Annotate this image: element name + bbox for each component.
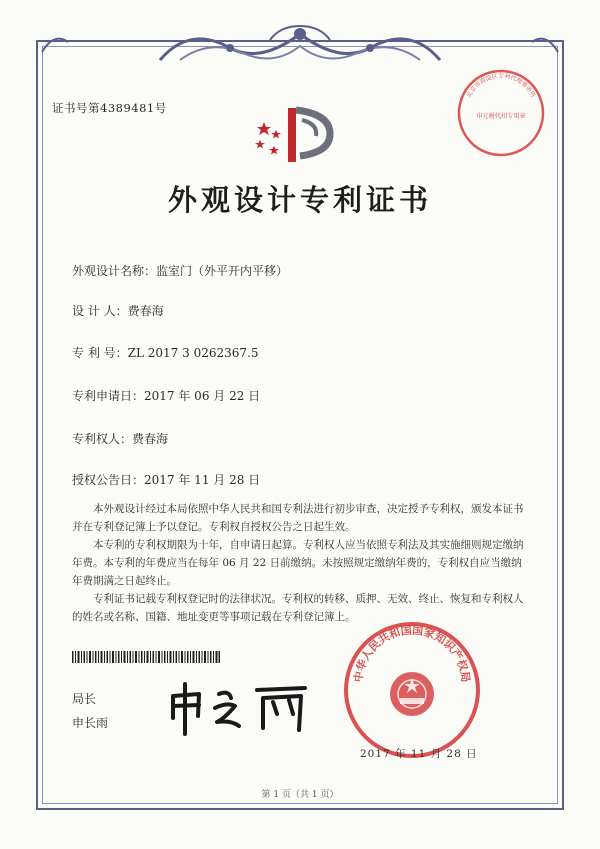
grant-date-label: 授权公告日： bbox=[72, 473, 145, 487]
certificate-number bbox=[52, 100, 167, 116]
sipo-official-seal-icon bbox=[342, 620, 482, 760]
design-name-value: 监室门（外平开内平移） bbox=[156, 264, 289, 278]
small-seal-ring-text: 北京市海淀区专利代理事务所 bbox=[465, 72, 537, 99]
barcode-icon bbox=[72, 651, 220, 663]
designer-value: 费春海 bbox=[127, 304, 164, 318]
designer-row bbox=[72, 302, 164, 319]
top-ornament-icon bbox=[150, 20, 450, 70]
director-name: 申长雨 bbox=[72, 716, 109, 730]
svg-text:北京市海淀区专利代理事务所 bbox=[465, 72, 538, 99]
grant-date-row bbox=[72, 471, 260, 488]
patent-number-value: ZL 2017 3 0262367.5 bbox=[127, 346, 259, 360]
design-name-row bbox=[72, 262, 288, 279]
filing-date-value: 2017 年 06 月 22 日 bbox=[144, 389, 261, 403]
right-corner-ornament-icon bbox=[530, 30, 560, 54]
designer-label: 设 计 人： bbox=[72, 304, 128, 318]
patent-number-label: 专 利 号： bbox=[72, 346, 128, 360]
main-seal-text: 中华人民共和国国家知识产权局 bbox=[351, 623, 473, 684]
patent-number-row bbox=[72, 344, 258, 361]
small-seal-center-text: 申元税代扣专用章 bbox=[476, 113, 526, 120]
certificate-number-value: 4389481 bbox=[100, 101, 155, 115]
certificate-number-suffix: 号 bbox=[154, 101, 167, 115]
certificate-number-label: 证书号第 bbox=[52, 101, 100, 115]
grant-date-value: 2017 年 11 月 28 日 bbox=[144, 473, 261, 487]
page-number: 第 1 页（共 1 页） bbox=[261, 790, 339, 800]
certificate-title: 外观设计专利证书 bbox=[167, 183, 432, 217]
director-title: 局长 bbox=[72, 692, 97, 706]
body-paragraph-1: 本外观设计经过本局依照中华人民共和国专利法进行初步审查，决定授予专利权，颁发本证书并在专利登记簿上予以登记。专利权自授权公告之日起生效。 bbox=[72, 503, 524, 533]
seal-date: 2017 年 11 月 28 日 bbox=[360, 748, 478, 760]
patentee-value: 费春海 bbox=[132, 432, 169, 446]
agency-seal-icon bbox=[456, 68, 546, 158]
certificate-body bbox=[72, 500, 530, 626]
body-paragraph-3: 专利证书记载专利权登记时的法律状况。专利权的转移、质押、无效、终止、恢复和专利权人的姓名或名称、国籍、地址变更等事项记载在专利登记簿上。 bbox=[72, 593, 524, 623]
filing-date-label: 专利申请日： bbox=[72, 389, 145, 403]
filing-date-row bbox=[72, 387, 260, 404]
patentee-row bbox=[72, 430, 168, 447]
design-name-label: 外观设计名称： bbox=[72, 264, 157, 278]
left-corner-ornament-icon bbox=[40, 30, 70, 54]
director-signature-icon bbox=[165, 678, 315, 738]
sipo-logo-icon bbox=[250, 100, 350, 170]
patentee-label: 专利权人： bbox=[72, 432, 133, 446]
body-paragraph-2: 本专利的专利权期限为十年，自申请日起算。专利权人应当依照专利法及其实施细则规定缴纳年费。本专利的年费应当在每年 06 月 22 日前缴纳。未按照规定缴纳年费的，专利权自应当缴纳年费期满之日起终止。 bbox=[72, 539, 524, 587]
